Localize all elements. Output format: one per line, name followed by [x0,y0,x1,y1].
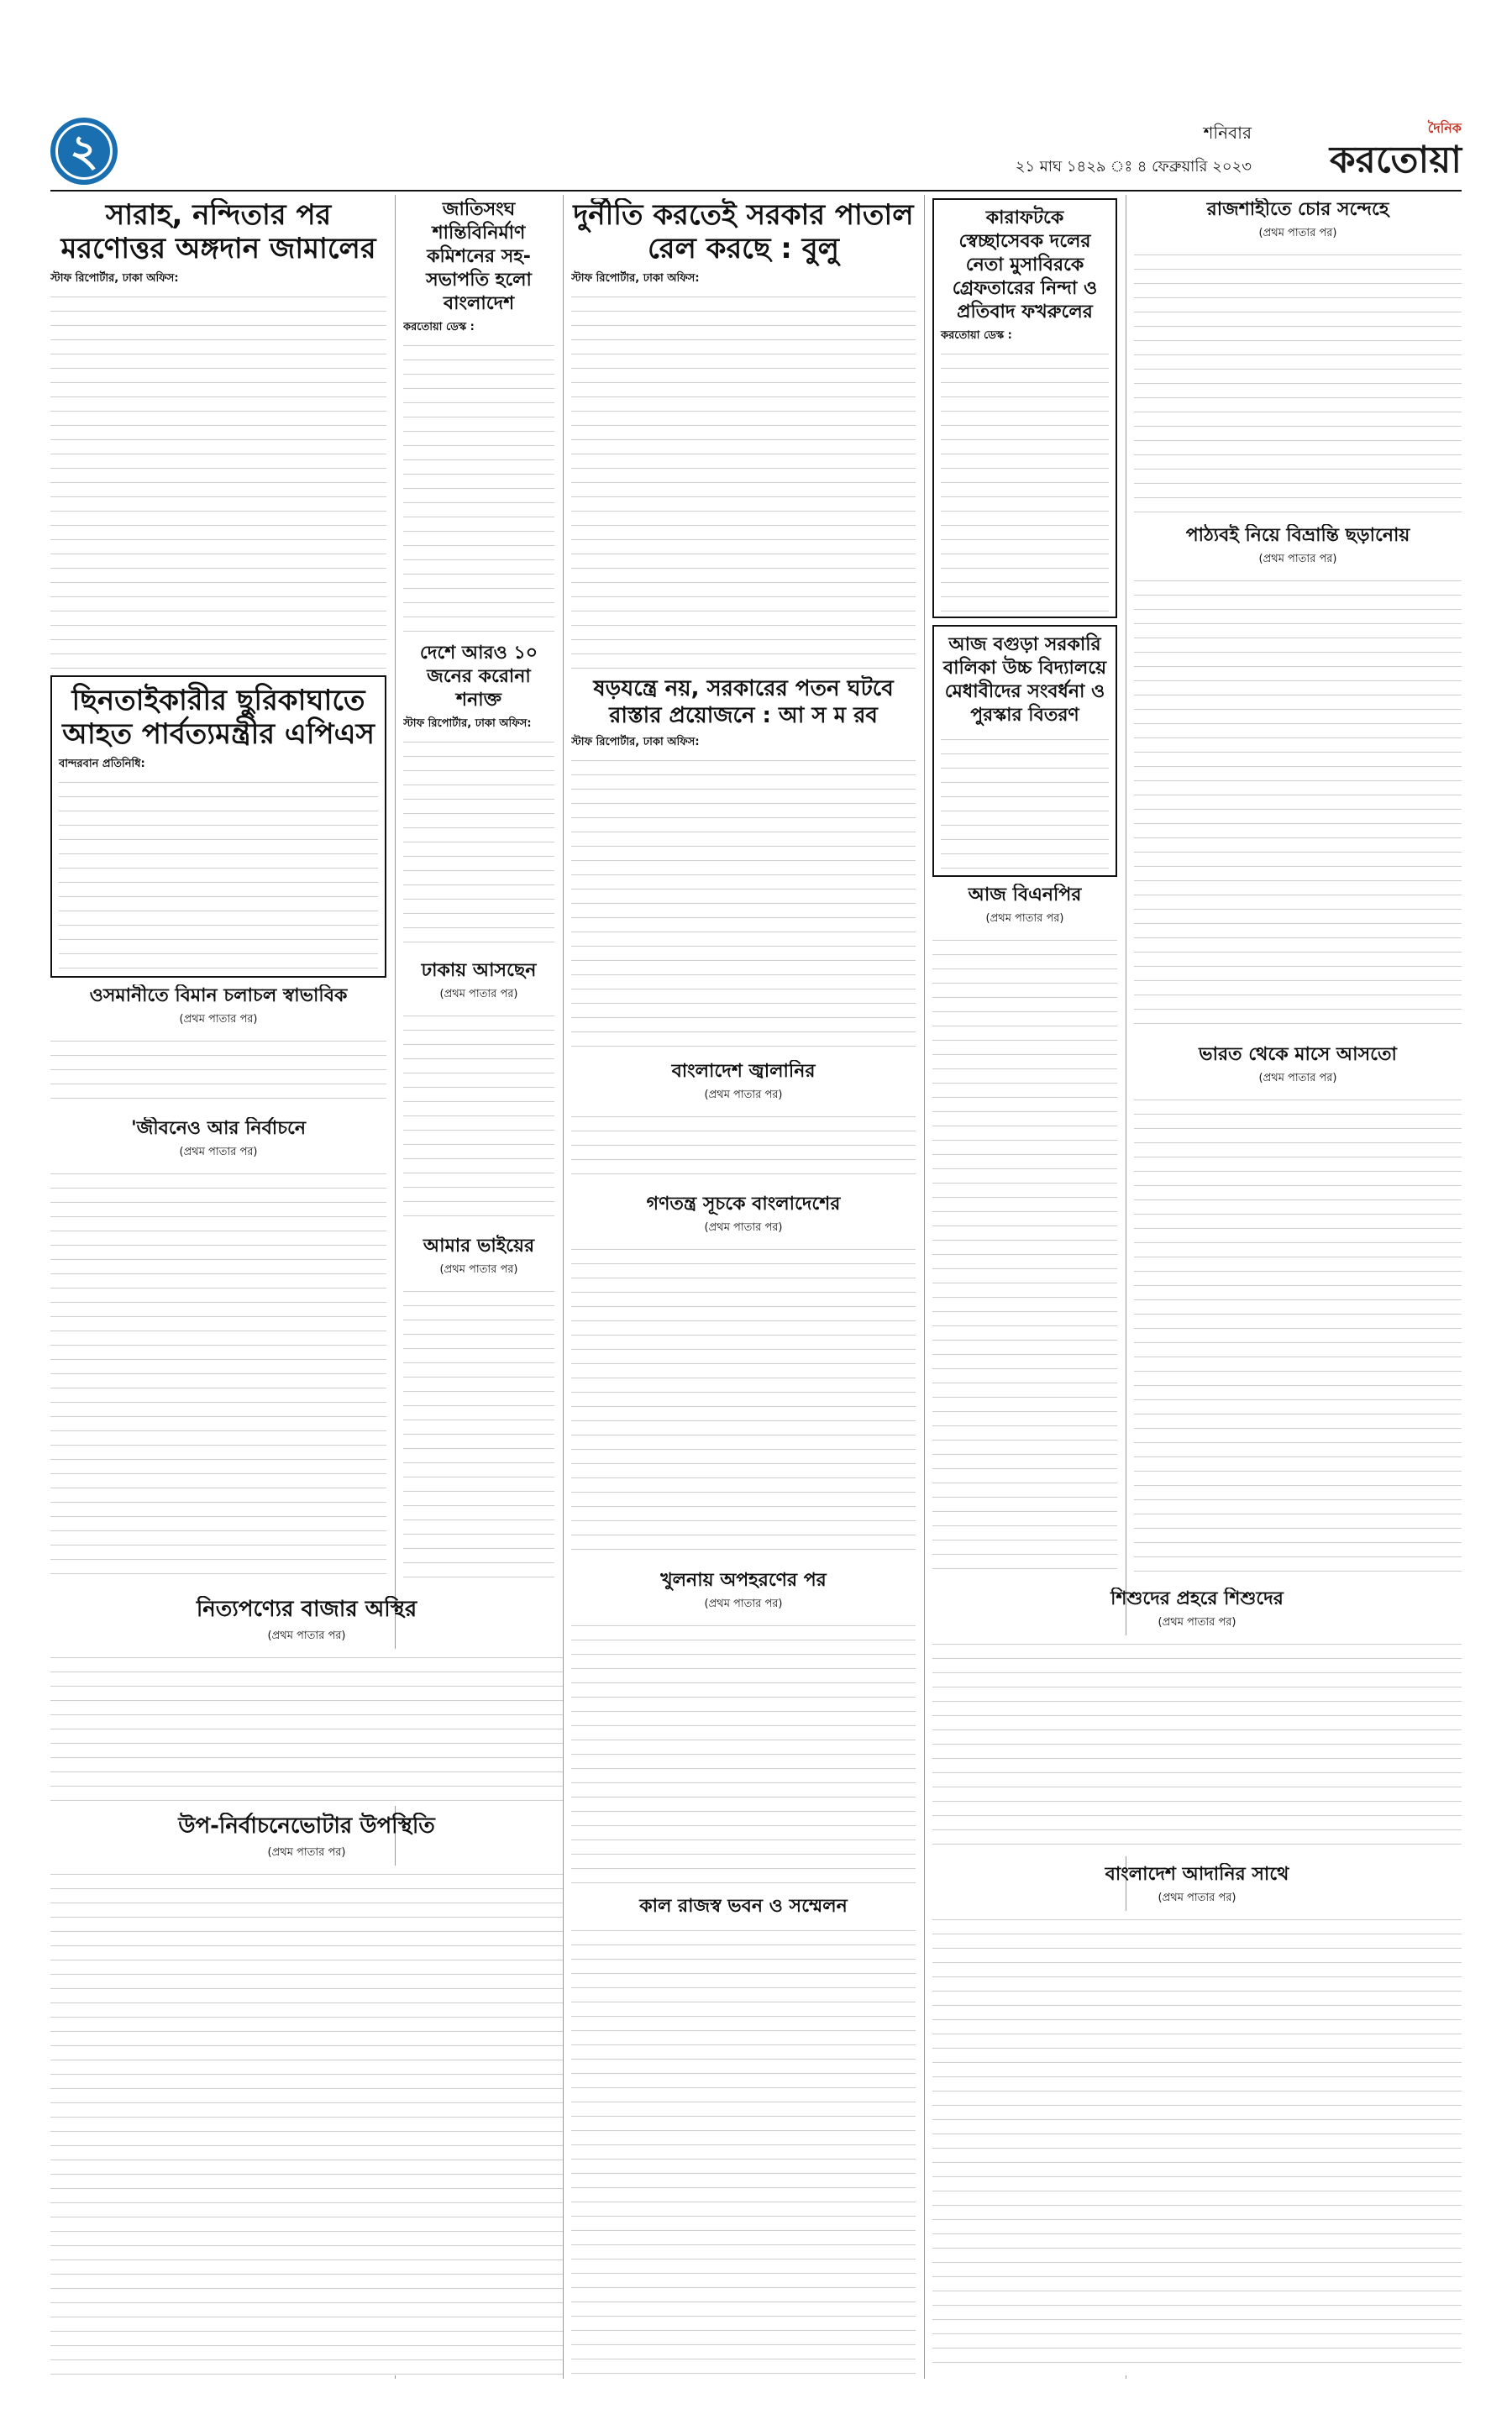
article [571,1569,916,1888]
article-body [403,1007,554,1228]
article-headline: আমার ভাইয়ের [423,1236,535,1257]
article-continuation: (প্রথম পাতার পর) [1258,553,1337,565]
article [571,1193,916,1562]
article-headline: বাংলাদেশ জ্বালানির [671,1061,816,1082]
article [571,198,916,669]
article-continuation: (প্রথম পাতার পর) [439,1263,518,1276]
article-body [59,774,378,978]
article-body [403,733,554,953]
article-body [403,1283,554,1588]
article-headline: ছিনতাইকারীর ছুরিকাঘাতে আহত পার্বত্যমন্ত্রীর এপিএস [62,684,375,751]
article-headline: সারাহ, নন্দিতার পর মরণোত্তর অঙ্গদান জামালের [60,198,376,265]
article-continuation: (প্রথম পাতার পর) [1258,1072,1337,1084]
article-body [932,932,1117,1581]
article-body [932,1635,1462,1856]
article-continuation: (প্রথম পাতার পর) [704,1598,783,1610]
article-continuation: (প্রথম পাতার পর) [1258,227,1337,239]
article [932,198,1117,618]
article-headline: ওসমানীতে বিমান চলাচল স্বাভাবিক [89,985,348,1006]
article [1134,1043,1462,1581]
article [571,1895,916,2374]
article-headline: খুলনায় অপহরণের পর [660,1570,827,1591]
article-body [50,1866,563,2375]
article [50,198,386,669]
article-headline: কারাফটকে স্বেচ্ছাসেবক দলের নেতা মুসাবিরকে গ্রেফতারের নিন্দা ও প্রতিবাদ ফখরুলের [952,207,1098,323]
article-body [571,1108,916,1186]
article-continuation: (প্রথম পাতার পর) [704,1089,783,1101]
article-byline: করতোয়া ডেস্ক : [941,329,1012,342]
article [403,959,554,1228]
article-continuation: (প্রথম পাতার পর) [267,1846,346,1859]
article-headline: কাল রাজস্ব ভবন ও সম্মেলন [639,1896,848,1917]
article-body [571,1617,916,1888]
article-continuation: (প্রথম পাতার পর) [439,988,518,1000]
article-byline: স্টাফ রিপোর্টার, ঢাকা অফিস: [403,717,532,730]
column-divider [563,195,564,2379]
article [1134,524,1462,1037]
article-body [50,1165,386,1588]
article [403,198,554,635]
page-number-badge: ২ [50,118,118,185]
article-headline: নিত্যপণ্যের বাজার অস্থির [196,1597,417,1622]
article [50,1117,386,1588]
page-header [50,118,1462,185]
header-date: ২১ মাঘ ১৪২৯ ঃ ৪ ফেব্রুয়ারি ২০২৩ [1015,158,1252,176]
article-body [941,345,1109,618]
article [50,1813,563,2375]
article [571,675,916,1053]
article [1134,198,1462,517]
header-weekday: শনিবার [1203,123,1252,143]
article-headline: 'জীবনেও আর নির্বাচনে [130,1118,307,1139]
article-continuation: (প্রথম পাতার পর) [985,912,1064,925]
article [403,1235,554,1588]
article-continuation: (প্রথম পাতার পর) [267,1630,346,1642]
article-headline: উপ-নির্বাচনেভোটার উপস্থিতি [178,1813,435,1839]
article-body [571,288,916,669]
article-body [1134,1091,1462,1581]
article-continuation: (প্রথম পাতার পর) [179,1013,258,1026]
article-body [571,1241,916,1562]
masthead-logo [1268,118,1462,185]
article-continuation: (প্রথম পাতার পর) [179,1146,258,1158]
article [403,642,554,953]
article-continuation: (প্রথম পাতার পর) [1158,1616,1236,1629]
column-divider [924,195,925,2379]
article [932,1588,1462,1856]
article-continuation: (প্রথম পাতার পর) [1158,1892,1236,1904]
article-body [403,337,554,635]
article-body [932,1911,1462,2375]
article-body [50,1649,563,1806]
article-continuation: (প্রথম পাতার পর) [704,1221,783,1234]
article-headline: আজ বগুড়া সরকারি বালিকা উচ্চ বিদ্যালয়ে মেধাবীদের সংবর্ধনা ও পুরস্কার বিতরণ [942,634,1107,726]
article-headline: আজ বিএনপির [968,884,1082,905]
masthead-name: করতোয়া [1329,139,1462,181]
article-byline: স্টাফ রিপোর্টার, ঢাকা অফিস: [571,736,700,748]
article [932,884,1117,1581]
article-byline: স্টাফ রিপোর্টার, ঢাকা অফিস: [571,272,700,285]
article-body [50,288,386,669]
article-body [571,1922,916,2374]
article-headline: পাঠ্যবই নিয়ে বিভ্রান্তি ছড়ানোয় [1185,525,1410,546]
article [932,1863,1462,2375]
article [932,625,1117,877]
article-headline: দুর্নীতি করতেই সরকার পাতাল রেল করছে : বুলু [573,198,914,265]
article-headline: শিশুদের প্রহরে শিশুদের [1110,1588,1284,1609]
article [571,1060,916,1186]
article-body [571,752,916,1053]
article-byline: করতোয়া ডেস্ক : [403,321,475,333]
article-headline: রাজশাহীতে চোর সন্দেহে [1206,199,1389,220]
masthead-small: দৈনিক [1427,120,1462,136]
article-body [50,1032,386,1110]
article-body [941,731,1109,877]
article-body [1134,572,1462,1037]
article [50,675,386,978]
article-body [1134,246,1462,517]
article-headline: ষড়যন্ত্রে নয়, সরকারের পতন ঘটবে রাস্তার প্রয়োজনে : আ স ম রব [593,676,894,728]
article-byline: বান্দরবান প্রতিনিধি: [59,758,145,770]
article-headline: বাংলাদেশ আদানির সাথে [1105,1864,1289,1885]
article-byline: স্টাফ রিপোর্টার, ঢাকা অফিস: [50,272,179,285]
article-headline: জাতিসংঘ শান্তিবিনির্মাণ কমিশনের সহ-সভাপতি হলো বাংলাদেশ [426,199,532,314]
article [50,984,386,1110]
article-headline: ভারত থেকে মাসে আসতো [1199,1044,1397,1065]
article [50,1596,563,1806]
header-rule [50,190,1462,192]
article-headline: দেশে আরও ১০ জনের করোনা শনাক্ত [419,643,538,711]
article-headline: গণতন্ত্র সূচকে বাংলাদেশের [646,1194,841,1215]
article-headline: ঢাকায় আসছেন [421,960,537,981]
